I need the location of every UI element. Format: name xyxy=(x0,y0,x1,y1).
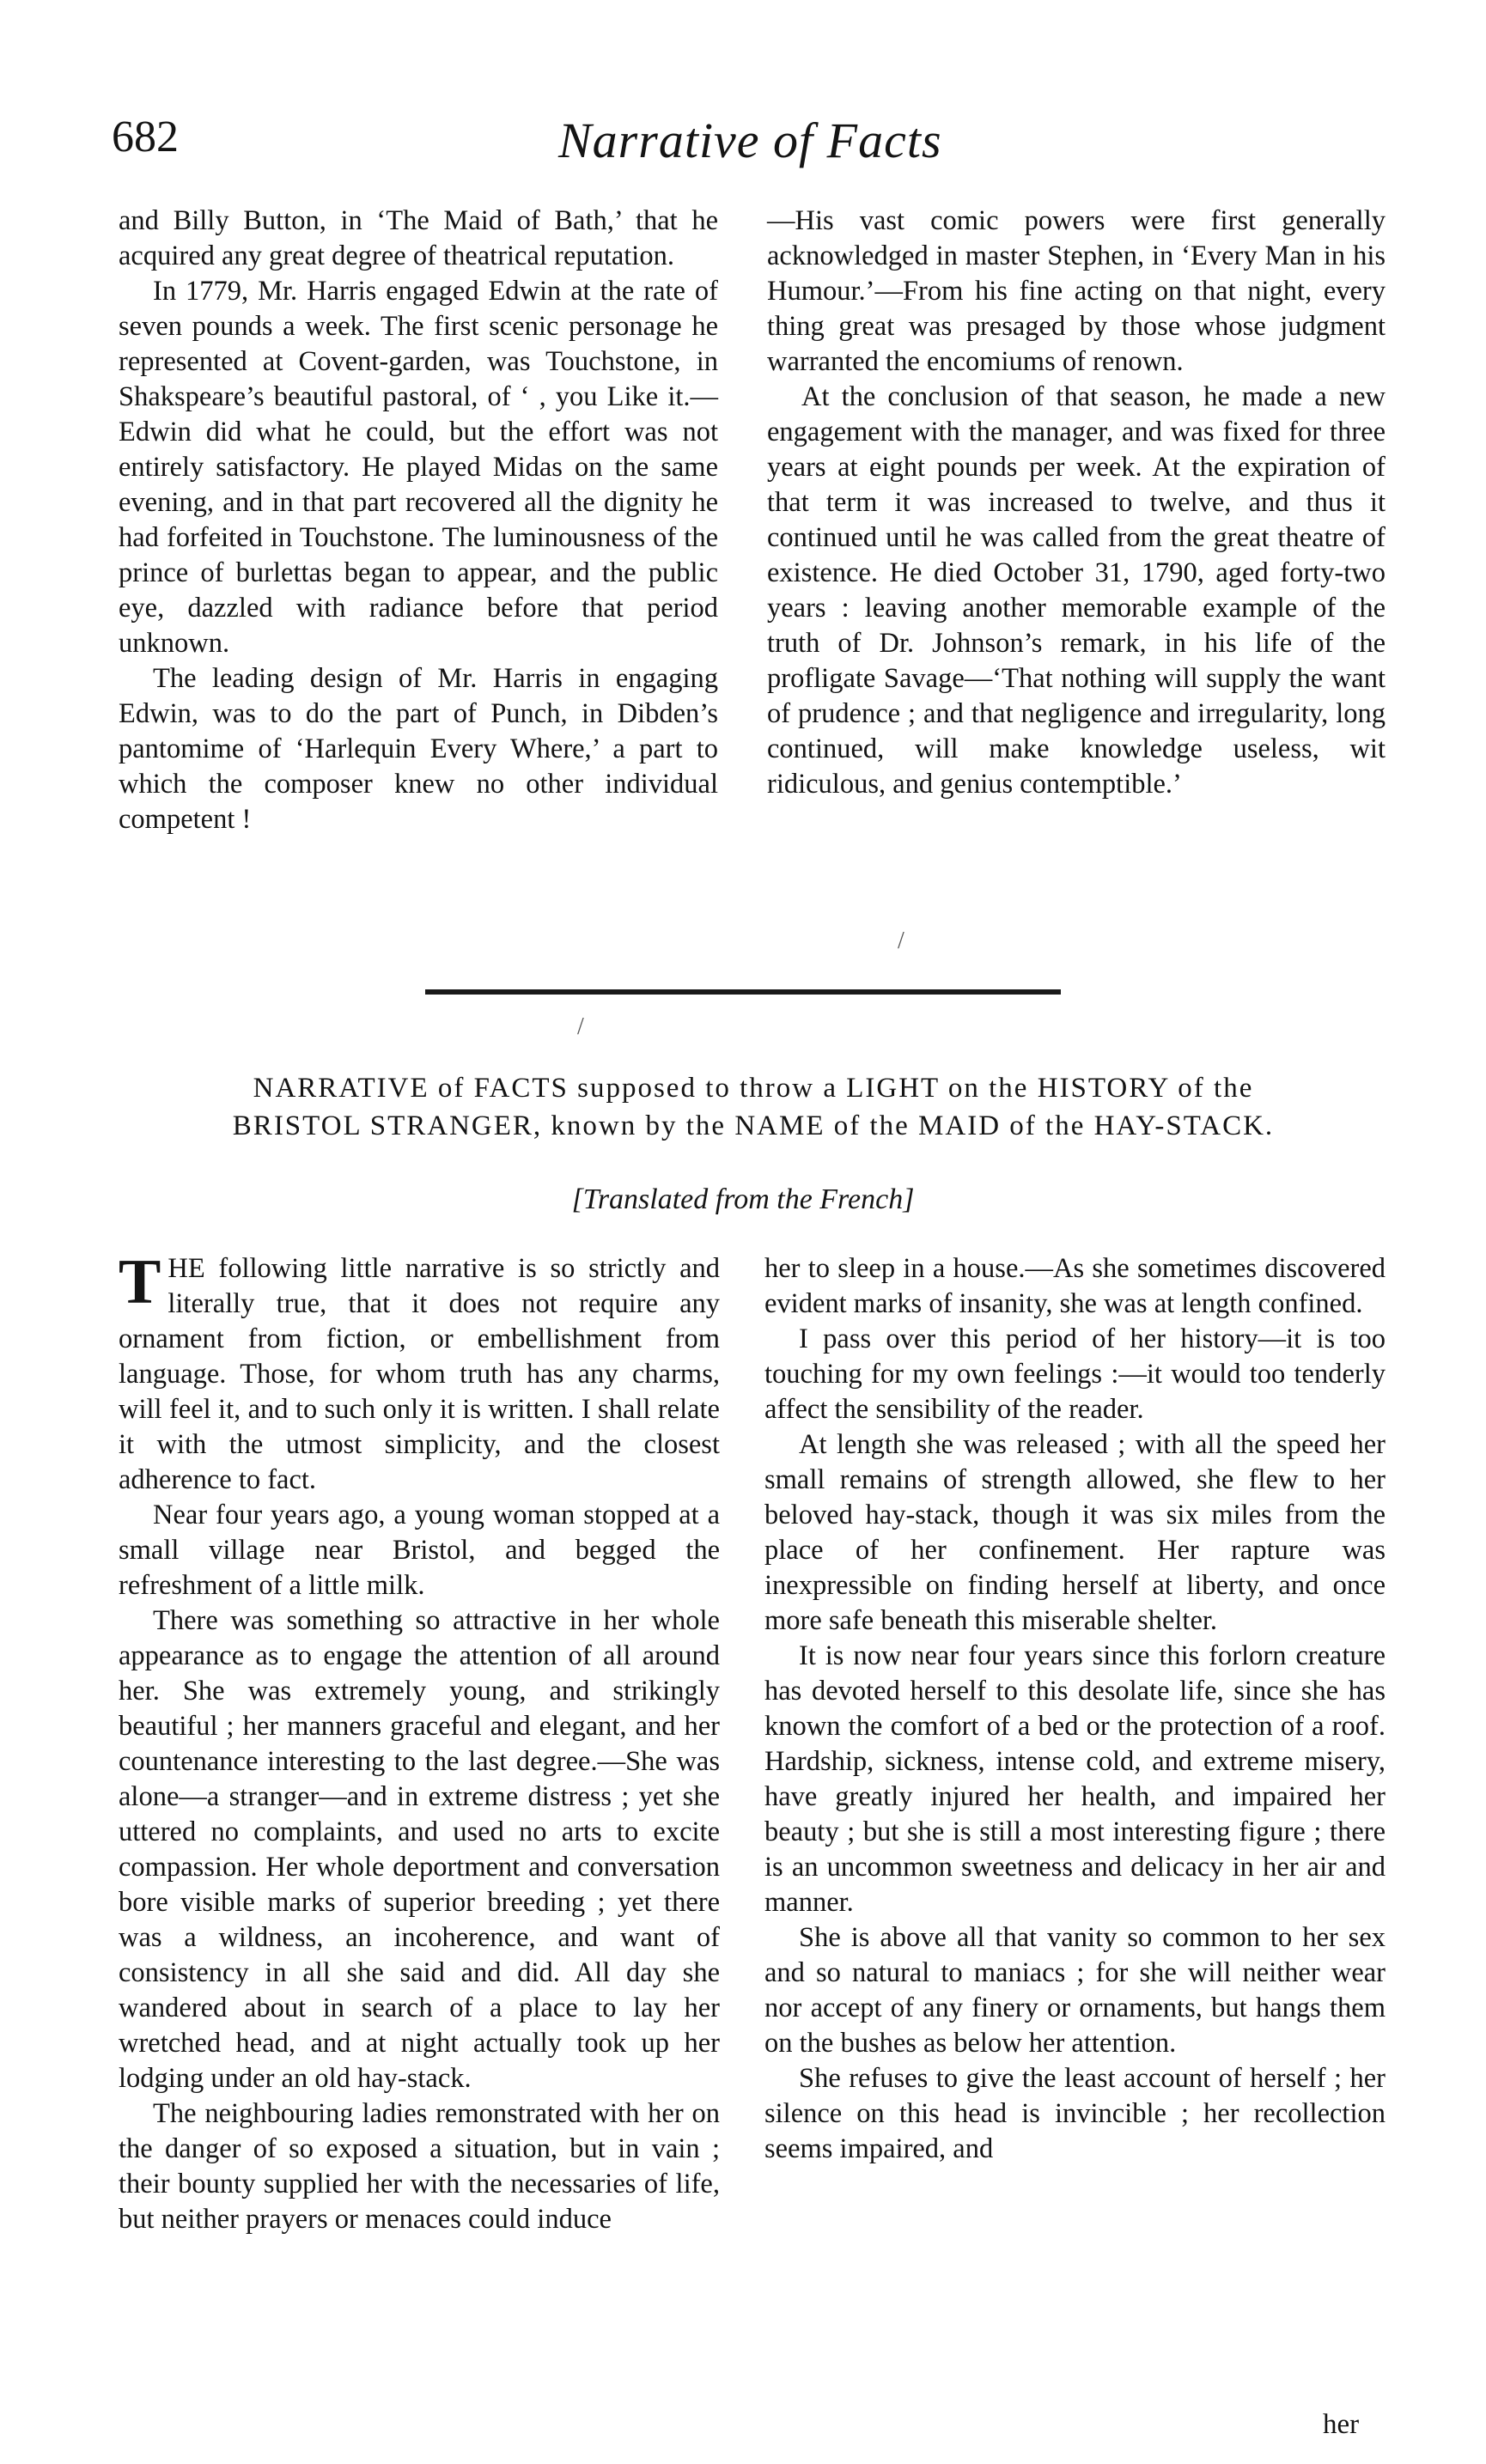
paragraph: She refuses to give the least account of herself ; her silence on this head is invincible ; her recollection seems impaired, and xyxy=(764,2063,1386,2164)
paragraph-text: HE following little narrative is so strictly and literally true, that it does not require any ornament from fiction, or embellishment from language. Those, for whom truth has any charms, will feel it, and to such only it is written. I shall relate it with the utmost simplicity, and the closest adherence to fact. xyxy=(119,1253,720,1495)
top-left-column xyxy=(119,204,718,837)
article-title-line: BRISTOL STRANGER, known by the NAME of the MAID of the HAY-STACK. xyxy=(232,1110,1275,1141)
ink-mark: / xyxy=(577,1013,584,1040)
article-title-line: NARRATIVE of FACTS supposed to throw a LIGHT on the HISTORY of the xyxy=(253,1073,1254,1104)
bottom-right-column xyxy=(764,1251,1386,2167)
bottom-left-column xyxy=(119,1247,720,2237)
drop-cap: T xyxy=(119,1247,161,1317)
opening-paragraph xyxy=(119,1247,720,1498)
section-divider-rule xyxy=(425,989,1061,995)
paragraph: Near four years ago, a young woman stopped at a small village near Bristol, and begged the refreshment of a little milk. xyxy=(119,1500,720,1601)
paragraph: The neighbouring ladies remonstrated with her on the danger of so exposed a situation, but in vain ; their bounty supplied her with the necessaries of life, but neither prayers or menaces could induce xyxy=(119,2098,720,2235)
page-header xyxy=(112,112,1434,189)
paragraph: I pass over this period of her history—it is too touching for my own feelings :—it would too tenderly affect the sensibility of the reader. xyxy=(764,1323,1386,1425)
article-title xyxy=(119,1069,1388,1145)
paragraph: There was something so attractive in her whole appearance as to engage the attention of all around her. She was extremely young, and strikingly beautiful ; her manners graceful and elegant, and her countenance interesting to the last degree.—She was alone—a stranger—and in extreme distress ; yet she uttered no complaints, and used no arts to excite compassion. Her whole deportment and conversation bore visible marks of superior breeding ; yet there was a wildness, an incoherence, and want of consistency in all she said and did. All day she wandered about in search of a place to lay her wretched head, and at night actually took up her lodging under an old hay-stack. xyxy=(119,1605,720,2094)
article-subtitle: [Translated from the French] xyxy=(571,1183,915,1215)
paragraph: The leading design of Mr. Harris in engaging Edwin, was to do the part of Punch, in Dibden’s pantomime of ‘Harlequin Every Where,’ a part to which the composer knew no other individual competent ! xyxy=(119,663,718,835)
paragraph: —His vast comic powers were first generally acknowledged in master Stephen, in ‘Every Man in his Humour.’—From his fine acting on that night, every thing great was presaged by those whose judgment warranted the encomiums of renown. xyxy=(767,205,1386,377)
ink-mark: / xyxy=(898,928,904,954)
paragraph: It is now near four years since this forlorn creature has devoted herself to this desolate life, since she has known the comfort of a bed or the protection of a roof. Hardship, sickness, intense cold, and extreme misery, have greatly injured her health, and impaired her beauty ; but she is still a most interesting figure ; there is an uncommon sweetness and delicacy in her air and manner. xyxy=(764,1640,1386,1918)
paragraph: At the conclusion of that season, he made a new engagement with the manager, and was fixed for three years at eight pounds per week. At the expiration of that term it was increased to twelve, and thus it continued until he was called from the great theatre of existence. He died October 31, 1790, aged forty-two years : leaving another memorable example of the truth of Dr. Johnson’s remark, in his life of the profligate Savage—‘That nothing will supply the want of prudence ; and that negligence and irregularity, long continued, will make knowledge useless, wit ridiculous, and genius contemptible.’ xyxy=(767,381,1386,800)
paragraph: She is above all that vanity so common to her sex and so natural to maniacs ; for she will neither wear nor accept of any finery or ornaments, but hangs them on the bushes as below her attention. xyxy=(764,1922,1386,2059)
paragraph: In 1779, Mr. Harris engaged Edwin at the rate of seven pounds a week. The first scenic personage he represented at Covent-garden, was Touchstone, in Shakspeare’s beautiful pastoral, of ‘ , you Like it.— Edwin did what he could, but the effort was not entirely satisfactory. He played Midas on the same evening, and in that part recovered all the dignity he had forfeited in Touchstone. The luminousness of the prince of burlettas began to appear, and the public eye, dazzled with radiance before that period unknown. xyxy=(119,276,718,659)
paragraph: and Billy Button, in ‘The Maid of Bath,’ that he acquired any great degree of theatrical reputation. xyxy=(119,205,718,271)
paragraph: At length she was released ; with all the speed her small remains of strength allowed, she flew to her beloved hay-stack, though it was six miles from the place of her confinement. Her rapture was inexpressible on finding herself at liberty, and once more safe beneath this miserable shelter. xyxy=(764,1429,1386,1636)
paragraph: her to sleep in a house.—As she sometimes discovered evident marks of insanity, she was at length confined. xyxy=(764,1253,1386,1319)
running-head: Narrative of Facts xyxy=(558,113,942,168)
page-number: 682 xyxy=(112,113,179,161)
top-right-column xyxy=(767,204,1386,802)
catchword: her xyxy=(1323,2409,1360,2440)
